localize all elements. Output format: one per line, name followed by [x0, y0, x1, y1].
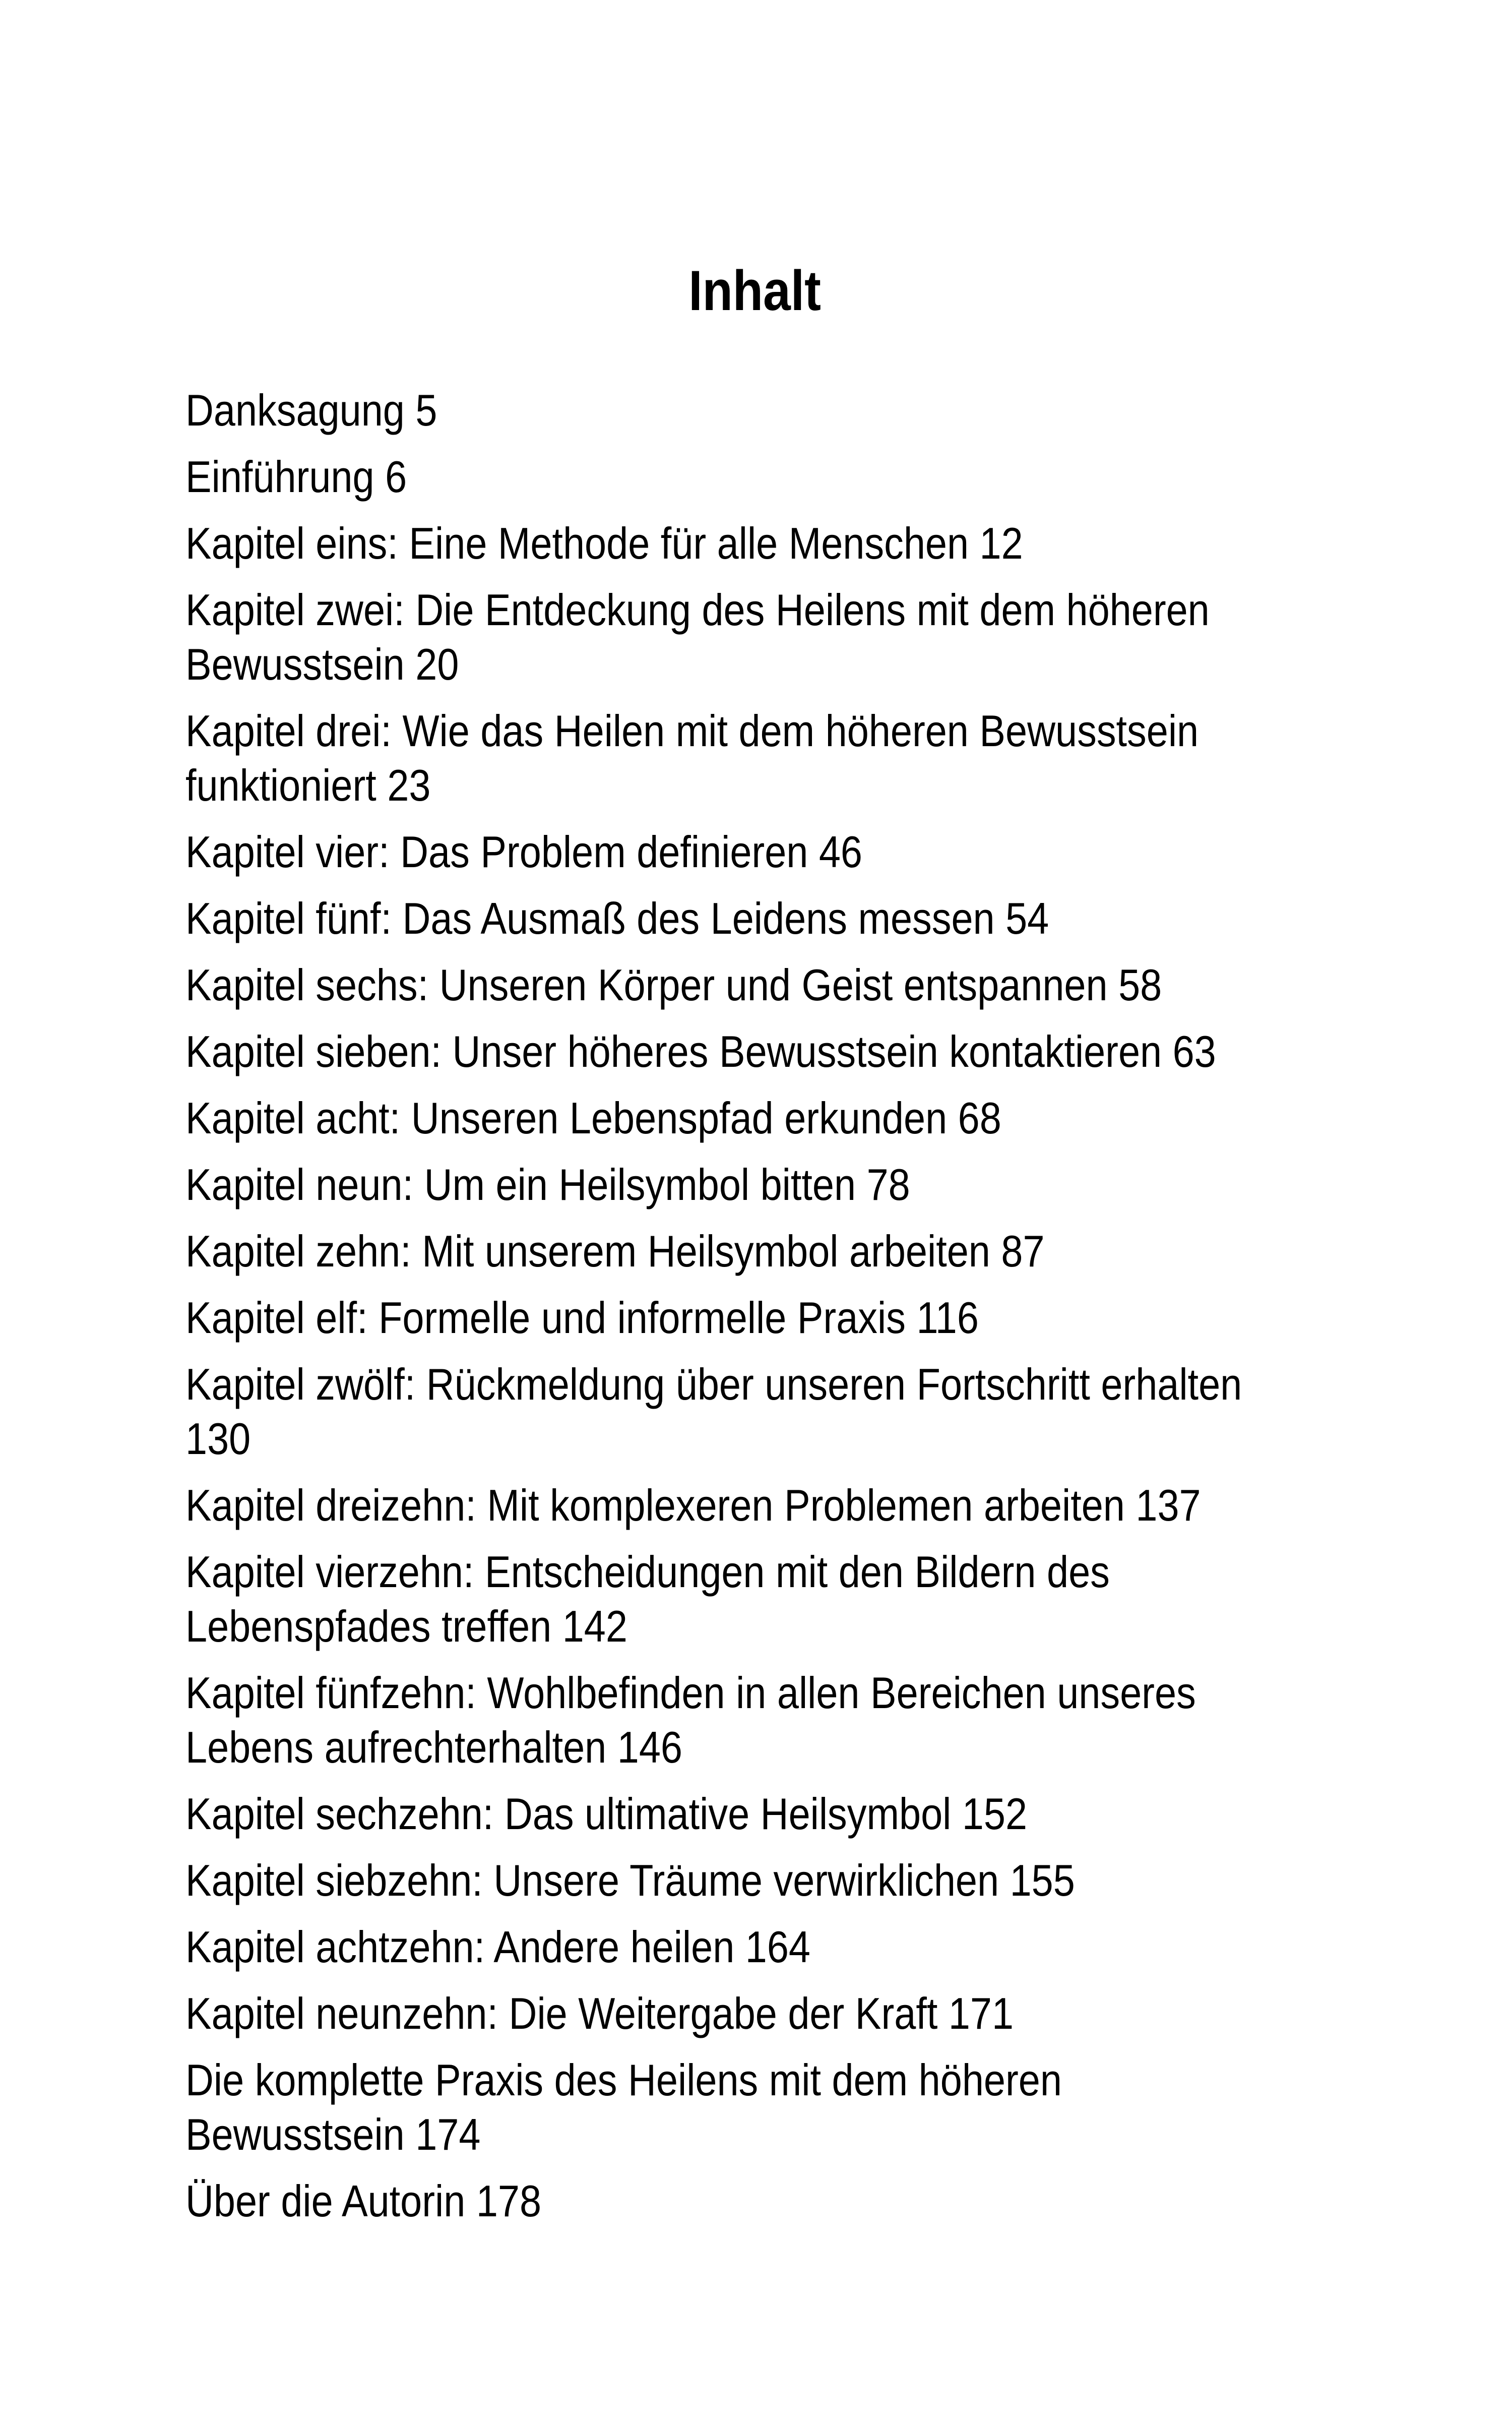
toc-entry: Über die Autorin 178 [185, 2176, 542, 2226]
toc-entry: Kapitel zwölf: Rückmeldung über unseren Fortschritt erhalten 130 [185, 1359, 1242, 1464]
toc-entry: Kapitel drei: Wie das Heilen mit dem höheren Bewusstsein funktioniert 23 [185, 706, 1199, 810]
toc-entry: Kapitel sieben: Unser höheres Bewusstsein kontaktieren 63 [185, 1026, 1216, 1076]
toc-entry: Kapitel fünfzehn: Wohlbefinden in allen Bereichen unseres Lebens aufrechterhalten 146 [185, 1668, 1196, 1772]
table-of-contents [185, 383, 1250, 2241]
toc-entry: Kapitel siebzehn: Unsere Träume verwirklichen 155 [185, 1855, 1075, 1905]
toc-entry: Kapitel acht: Unseren Lebenspfad erkunden 68 [185, 1093, 1001, 1143]
toc-entry: Kapitel zwei: Die Entdeckung des Heilens mit dem höheren Bewusstsein 20 [185, 585, 1210, 689]
toc-entry: Kapitel neun: Um ein Heilsymbol bitten 78 [185, 1160, 910, 1209]
toc-entry: Kapitel neunzehn: Die Weitergabe der Kraft 171 [185, 1988, 1014, 2038]
toc-entry: Kapitel dreizehn: Mit komplexeren Problemen arbeiten 137 [185, 1480, 1201, 1530]
toc-entry: Kapitel sechs: Unseren Körper und Geist entspannen 58 [185, 960, 1162, 1010]
toc-entry: Kapitel zehn: Mit unserem Heilsymbol arbeiten 87 [185, 1226, 1045, 1276]
toc-entry: Kapitel achtzehn: Andere heilen 164 [185, 1922, 810, 1972]
toc-entry: Kapitel sechzehn: Das ultimative Heilsymbol 152 [185, 1789, 1028, 1839]
toc-entry: Kapitel vierzehn: Entscheidungen mit den Bildern des Lebenspfades treffen 142 [185, 1547, 1110, 1651]
toc-entry: Einführung 6 [185, 452, 407, 502]
toc-entry: Kapitel fünf: Das Ausmaß des Leidens messen 54 [185, 893, 1049, 943]
toc-entry: Kapitel eins: Eine Methode für alle Menschen 12 [185, 518, 1023, 568]
page-title: Inhalt [688, 259, 822, 323]
toc-entry: Die komplette Praxis des Heilens mit dem höheren Bewusstsein 174 [185, 2055, 1062, 2159]
toc-entry: Kapitel vier: Das Problem definieren 46 [185, 827, 862, 877]
toc-entry: Danksagung 5 [185, 385, 437, 435]
toc-entry: Kapitel elf: Formelle und informelle Praxis 116 [185, 1293, 979, 1343]
